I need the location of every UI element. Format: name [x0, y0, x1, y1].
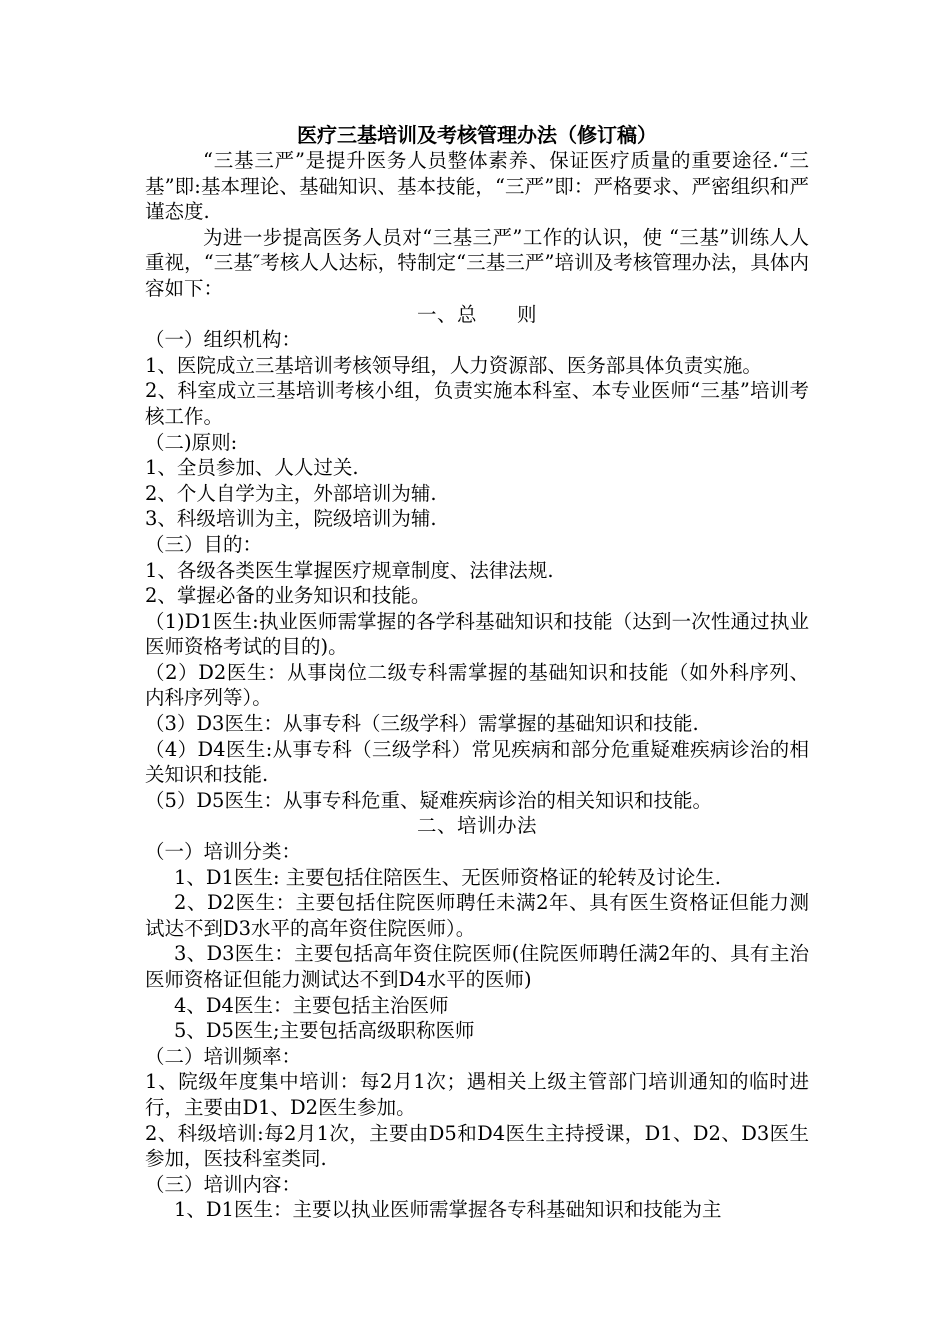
principle-item-1: 1、全员参加、人人过关.	[145, 456, 359, 480]
purpose-item-2: 2、掌握必备的业务知识和技能。	[145, 584, 431, 608]
principle-item-3: 3、科级培训为主，院级培训为辅.	[145, 507, 437, 531]
purpose-d3: （3）D3医生：从事专科（三级学科）需掌握的基础知识和技能.	[145, 712, 699, 736]
category-item-1: 1、D1医生: 主要包括住陪医生、无医师资格证的轮转及讨论生.	[174, 865, 721, 889]
purpose-item-1: 1、各级各类医生掌握医疗规章制度、法律法规.	[145, 558, 554, 582]
document-title: 医疗三基培训及考核管理办法（修订稿）	[297, 123, 657, 147]
subsection-heading-frequency: （二）培训频率：	[145, 1044, 302, 1068]
principle-item-2: 2、个人自学为主，外部培训为辅.	[145, 481, 437, 505]
subsection-heading-content: （三）培训内容：	[145, 1172, 302, 1196]
category-item-4: 4、D4医生：主要包括主治医师	[174, 993, 449, 1017]
intro-paragraph-1: “三基三严”是提升医务人员整体素养、保证医疗质量的重要途径.“三基”即:基本理论、基础知识、基本技能，“三严”即：严格要求、严密组织和严谨态度.	[145, 149, 809, 224]
section-heading-training: 二、培训办法	[416, 814, 537, 838]
purpose-d4: （4）D4医生:从事专科（三级学科）常见疾病和部分危重疑难疾病诊治的相关知识和技能.	[145, 737, 809, 787]
category-item-5: 5、D5医生;主要包括高级职称医师	[174, 1019, 475, 1043]
subsection-heading-principles: （二)原则:	[145, 430, 238, 454]
document-body	[145, 122, 809, 1223]
subsection-heading-purpose: （三）目的：	[145, 532, 263, 556]
frequency-item-1: 1、院级年度集中培训：每2月1次；遇相关上级主管部门培训通知的临时进行，主要由D1、D2医生参加。	[145, 1070, 809, 1119]
subsection-heading-organization: （一）组织机构：	[145, 328, 302, 352]
category-item-3: 3、D3医生：主要包括高年资住院医师(住院医师聘任满2年的、具有主治医师资格证但能力测试达不到D4水平的医师)	[145, 942, 809, 991]
content-item-1: 1、D1医生：主要以执业医师需掌握各专科基础知识和技能为主	[174, 1198, 722, 1222]
frequency-item-2: 2、科级培训:每2月1次，主要由D5和D4医生主持授课，D1、D2、D3医生参加，医技科室类同.	[145, 1121, 809, 1171]
category-item-2: 2、D2医生：主要包括住院医师聘任未满2年、具有医生资格证但能力测试达不到D3水平的高年资住院医师）。	[145, 891, 809, 940]
purpose-d1: （1)D1医生:执业医师需掌握的各学科基础知识和技能（达到一次性通过执业医师资格考试的目的)。	[145, 609, 809, 659]
purpose-d2: （2）D2医生：从事岗位二级专科需掌握的基础知识和技能（如外科序列、内科序列等）。	[145, 660, 809, 710]
organization-item-2: 2、科室成立三基培训考核小组，负责实施本科室、本专业医师“三基”培训考核工作。	[145, 379, 809, 428]
purpose-d5: （5）D5医生：从事专科危重、疑难疾病诊治的相关知识和技能。	[145, 788, 712, 812]
organization-item-1: 1、医院成立三基培训考核领导组，人力资源部、医务部具体负责实施。	[145, 353, 762, 377]
section-heading-general: 一、总 则	[416, 302, 537, 326]
subsection-heading-categories: （一）培训分类：	[145, 840, 302, 864]
intro-paragraph-2: 为进一步提高医务人员对“三基三严”工作的认识，使 “三基”训练人人重视，“三基″考核人人达标，特制定“三基三严”培训及考核管理办法，具体内容如下：	[145, 225, 809, 300]
